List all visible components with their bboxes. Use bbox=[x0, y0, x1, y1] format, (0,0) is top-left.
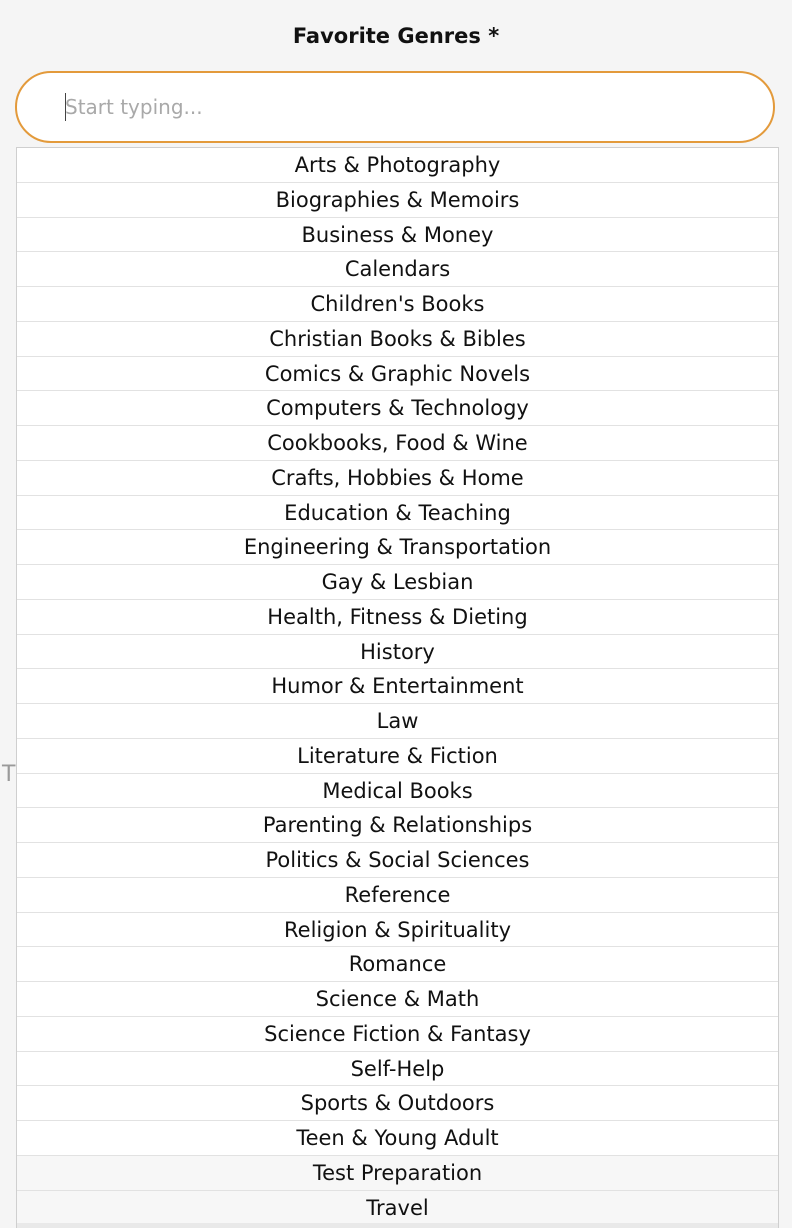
genre-option[interactable]: Law bbox=[17, 704, 778, 739]
genre-option[interactable]: Gay & Lesbian bbox=[17, 565, 778, 600]
genre-search-input[interactable] bbox=[65, 73, 743, 141]
genre-option[interactable]: Sports & Outdoors bbox=[17, 1086, 778, 1121]
genre-option[interactable]: Self-Help bbox=[17, 1052, 778, 1087]
genre-option[interactable]: Calendars bbox=[17, 252, 778, 287]
genre-option[interactable]: Science Fiction & Fantasy bbox=[17, 1017, 778, 1052]
genre-option[interactable]: Test Preparation bbox=[17, 1156, 778, 1191]
genre-option[interactable]: Business & Money bbox=[17, 218, 778, 253]
genre-option[interactable]: Parenting & Relationships bbox=[17, 808, 778, 843]
genre-dropdown-list[interactable] bbox=[16, 147, 779, 1228]
genre-option[interactable]: Comics & Graphic Novels bbox=[17, 357, 778, 392]
genre-option[interactable]: Biographies & Memoirs bbox=[17, 183, 778, 218]
favorite-genres-label: Favorite Genres * bbox=[292, 24, 500, 48]
genre-option[interactable]: Teen & Young Adult bbox=[17, 1121, 778, 1156]
genre-option[interactable]: Science & Math bbox=[17, 982, 778, 1017]
genre-option[interactable]: Arts & Photography bbox=[17, 148, 778, 183]
genre-option[interactable]: Humor & Entertainment bbox=[17, 669, 778, 704]
text-caret bbox=[65, 93, 66, 121]
genre-option[interactable]: Medical Books bbox=[17, 774, 778, 809]
genre-option[interactable]: Politics & Social Sciences bbox=[17, 843, 778, 878]
genre-option[interactable]: Children's Books bbox=[17, 287, 778, 322]
genre-option[interactable]: Travel bbox=[17, 1191, 778, 1226]
genre-option[interactable]: Cookbooks, Food & Wine bbox=[17, 426, 778, 461]
dropdown-bottom-edge bbox=[17, 1223, 778, 1228]
obscured-text-fragment: T bbox=[2, 762, 16, 787]
genre-option[interactable]: Literature & Fiction bbox=[17, 739, 778, 774]
genre-option[interactable]: Crafts, Hobbies & Home bbox=[17, 461, 778, 496]
genre-option[interactable]: Education & Teaching bbox=[17, 496, 778, 531]
genre-option[interactable]: Religion & Spirituality bbox=[17, 913, 778, 948]
genre-option[interactable]: Romance bbox=[17, 947, 778, 982]
genre-option[interactable]: Health, Fitness & Dieting bbox=[17, 600, 778, 635]
genre-option[interactable]: Computers & Technology bbox=[17, 391, 778, 426]
genre-option[interactable]: Engineering & Transportation bbox=[17, 530, 778, 565]
genre-option[interactable]: History bbox=[17, 635, 778, 670]
genre-search-box[interactable] bbox=[15, 71, 775, 143]
genre-option[interactable]: Christian Books & Bibles bbox=[17, 322, 778, 357]
genre-option[interactable]: Reference bbox=[17, 878, 778, 913]
